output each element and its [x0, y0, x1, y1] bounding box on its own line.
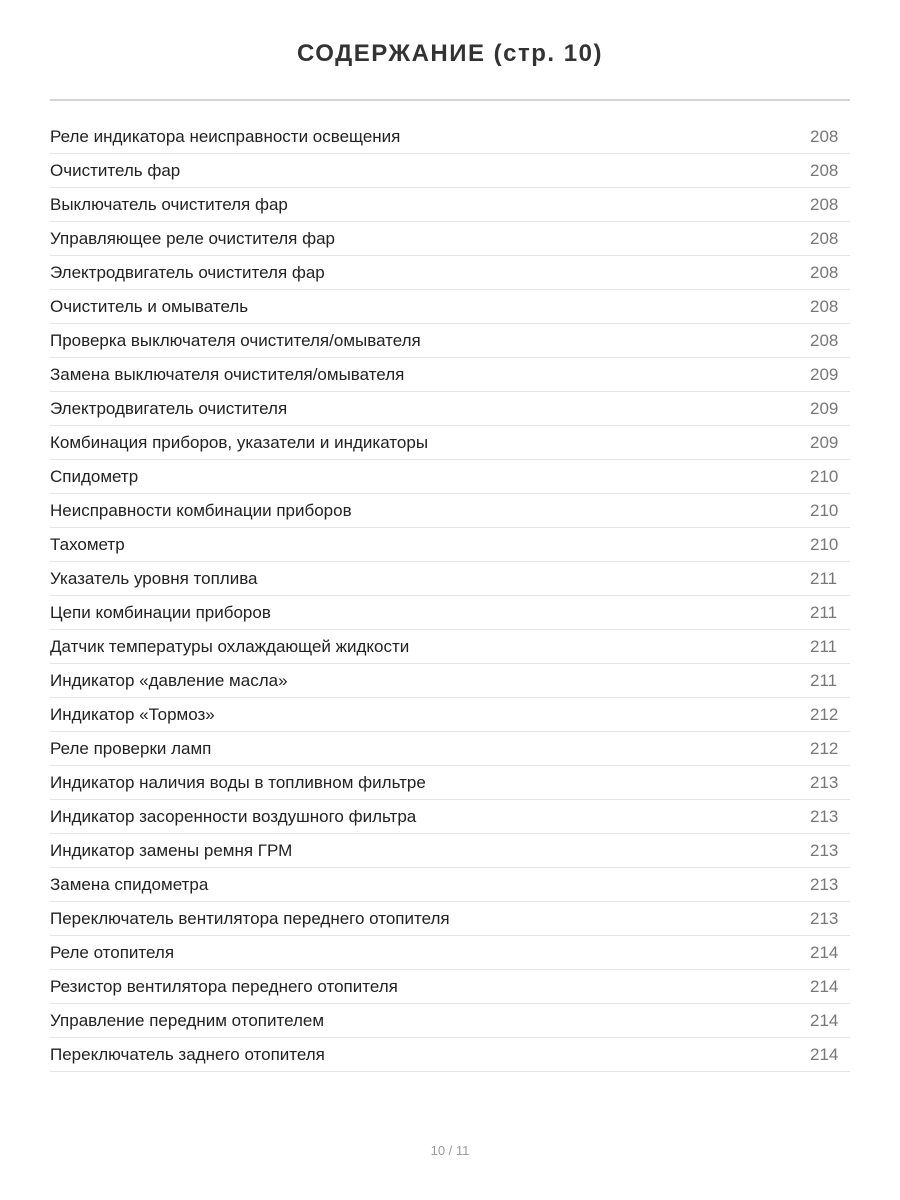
toc-entry-page: 209: [810, 432, 839, 452]
toc-entry[interactable]: [50, 664, 850, 698]
toc-entry-title: Реле индикатора неисправности освещения: [50, 126, 401, 146]
toc-entry[interactable]: [50, 902, 850, 936]
toc-entry-page: 214: [810, 1044, 839, 1064]
toc-entry-title: Очиститель фар: [50, 160, 181, 180]
toc-entry-page: 208: [810, 330, 839, 350]
toc-entry-title: Реле проверки ламп: [50, 738, 212, 758]
toc-entry[interactable]: [50, 120, 850, 154]
toc-entry-page: 208: [810, 194, 839, 214]
page-number: 10 / 11: [430, 1143, 470, 1158]
toc-entry[interactable]: [50, 256, 850, 290]
toc-entry-page: 212: [810, 738, 839, 758]
toc-entry-page: 213: [810, 772, 839, 792]
toc-entry[interactable]: [50, 528, 850, 562]
toc-entry-title: Переключатель вентилятора переднего отопителя: [50, 908, 450, 928]
toc-entry-page: 208: [810, 296, 839, 316]
toc-entry[interactable]: [50, 970, 850, 1004]
toc-entry-title: Неисправности комбинации приборов: [50, 500, 352, 520]
toc-entry[interactable]: [50, 154, 850, 188]
toc-entry-title: Тахометр: [50, 534, 125, 554]
toc-entry[interactable]: [50, 324, 850, 358]
title-divider: [50, 99, 850, 101]
toc-entry[interactable]: [50, 188, 850, 222]
toc-entry[interactable]: [50, 460, 850, 494]
toc-entry-page: 211: [810, 602, 838, 622]
toc-entry-title: Цепи комбинации приборов: [50, 602, 271, 622]
toc-entry-title: Индикатор «давление масла»: [50, 670, 288, 690]
toc-entry-page: 213: [810, 840, 839, 860]
toc-entry-page: 212: [810, 704, 839, 724]
toc-entry-page: 211: [810, 568, 838, 588]
toc-entry-title: Замена выключателя очистителя/омывателя: [50, 364, 405, 384]
toc-entry-page: 213: [810, 908, 839, 928]
toc-entry-title: Проверка выключателя очистителя/омывателя: [50, 330, 421, 350]
toc-entry[interactable]: [50, 358, 850, 392]
toc-entry[interactable]: [50, 732, 850, 766]
toc-entry[interactable]: [50, 1038, 850, 1072]
toc-entry-title: Датчик температуры охлаждающей жидкости: [50, 636, 410, 656]
toc-entry-page: 211: [810, 636, 838, 656]
toc-entry[interactable]: [50, 222, 850, 256]
page-title: СОДЕРЖАНИЕ (стр. 10): [297, 40, 603, 67]
toc-entry-title: Выключатель очистителя фар: [50, 194, 288, 214]
toc-entry-page: 214: [810, 1010, 839, 1030]
toc-entry-page: 208: [810, 228, 839, 248]
toc-entry-title: Переключатель заднего отопителя: [50, 1044, 325, 1064]
toc-entry-title: Электродвигатель очистителя: [50, 398, 288, 418]
toc-entry[interactable]: [50, 392, 850, 426]
toc-entry[interactable]: [50, 800, 850, 834]
toc-entry[interactable]: [50, 596, 850, 630]
toc-entry-title: Индикатор наличия воды в топливном фильтре: [50, 772, 426, 792]
toc-entry[interactable]: [50, 1004, 850, 1038]
toc-list: [50, 120, 850, 1072]
toc-entry-page: 208: [810, 262, 839, 282]
toc-entry[interactable]: [50, 834, 850, 868]
toc-entry[interactable]: [50, 630, 850, 664]
toc-entry[interactable]: [50, 562, 850, 596]
toc-entry[interactable]: [50, 766, 850, 800]
toc-entry[interactable]: [50, 868, 850, 902]
toc-entry-page: 211: [810, 670, 838, 690]
toc-entry-title: Комбинация приборов, указатели и индикаторы: [50, 432, 429, 452]
toc-entry-title: Указатель уровня топлива: [50, 568, 258, 588]
toc-entry-page: 209: [810, 364, 839, 384]
toc-entry-page: 213: [810, 874, 839, 894]
toc-entry-page: 208: [810, 126, 839, 146]
toc-entry-title: Электродвигатель очистителя фар: [50, 262, 325, 282]
toc-entry-page: 210: [810, 466, 839, 486]
toc-entry-page: 209: [810, 398, 839, 418]
toc-entry-page: 210: [810, 500, 839, 520]
toc-entry-title: Управление передним отопителем: [50, 1010, 325, 1030]
toc-entry-title: Индикатор «Тормоз»: [50, 704, 215, 724]
toc-entry-title: Индикатор засоренности воздушного фильтра: [50, 806, 417, 826]
toc-entry-page: 214: [810, 976, 839, 996]
toc-entry[interactable]: [50, 290, 850, 324]
toc-entry[interactable]: [50, 426, 850, 460]
toc-entry-title: Спидометр: [50, 466, 139, 486]
toc-entry-page: 214: [810, 942, 839, 962]
toc-entry-title: Управляющее реле очистителя фар: [50, 228, 335, 248]
toc-entry[interactable]: [50, 936, 850, 970]
toc-entry-page: 210: [810, 534, 839, 554]
toc-entry-title: Замена спидометра: [50, 874, 209, 894]
toc-entry-title: Резистор вентилятора переднего отопителя: [50, 976, 398, 996]
toc-entry-title: Очиститель и омыватель: [50, 296, 249, 316]
toc-entry-page: 208: [810, 160, 839, 180]
toc-entry-title: Индикатор замены ремня ГРМ: [50, 840, 293, 860]
toc-entry[interactable]: [50, 698, 850, 732]
toc-entry-page: 213: [810, 806, 839, 826]
toc-entry-title: Реле отопителя: [50, 942, 175, 962]
toc-entry[interactable]: [50, 494, 850, 528]
